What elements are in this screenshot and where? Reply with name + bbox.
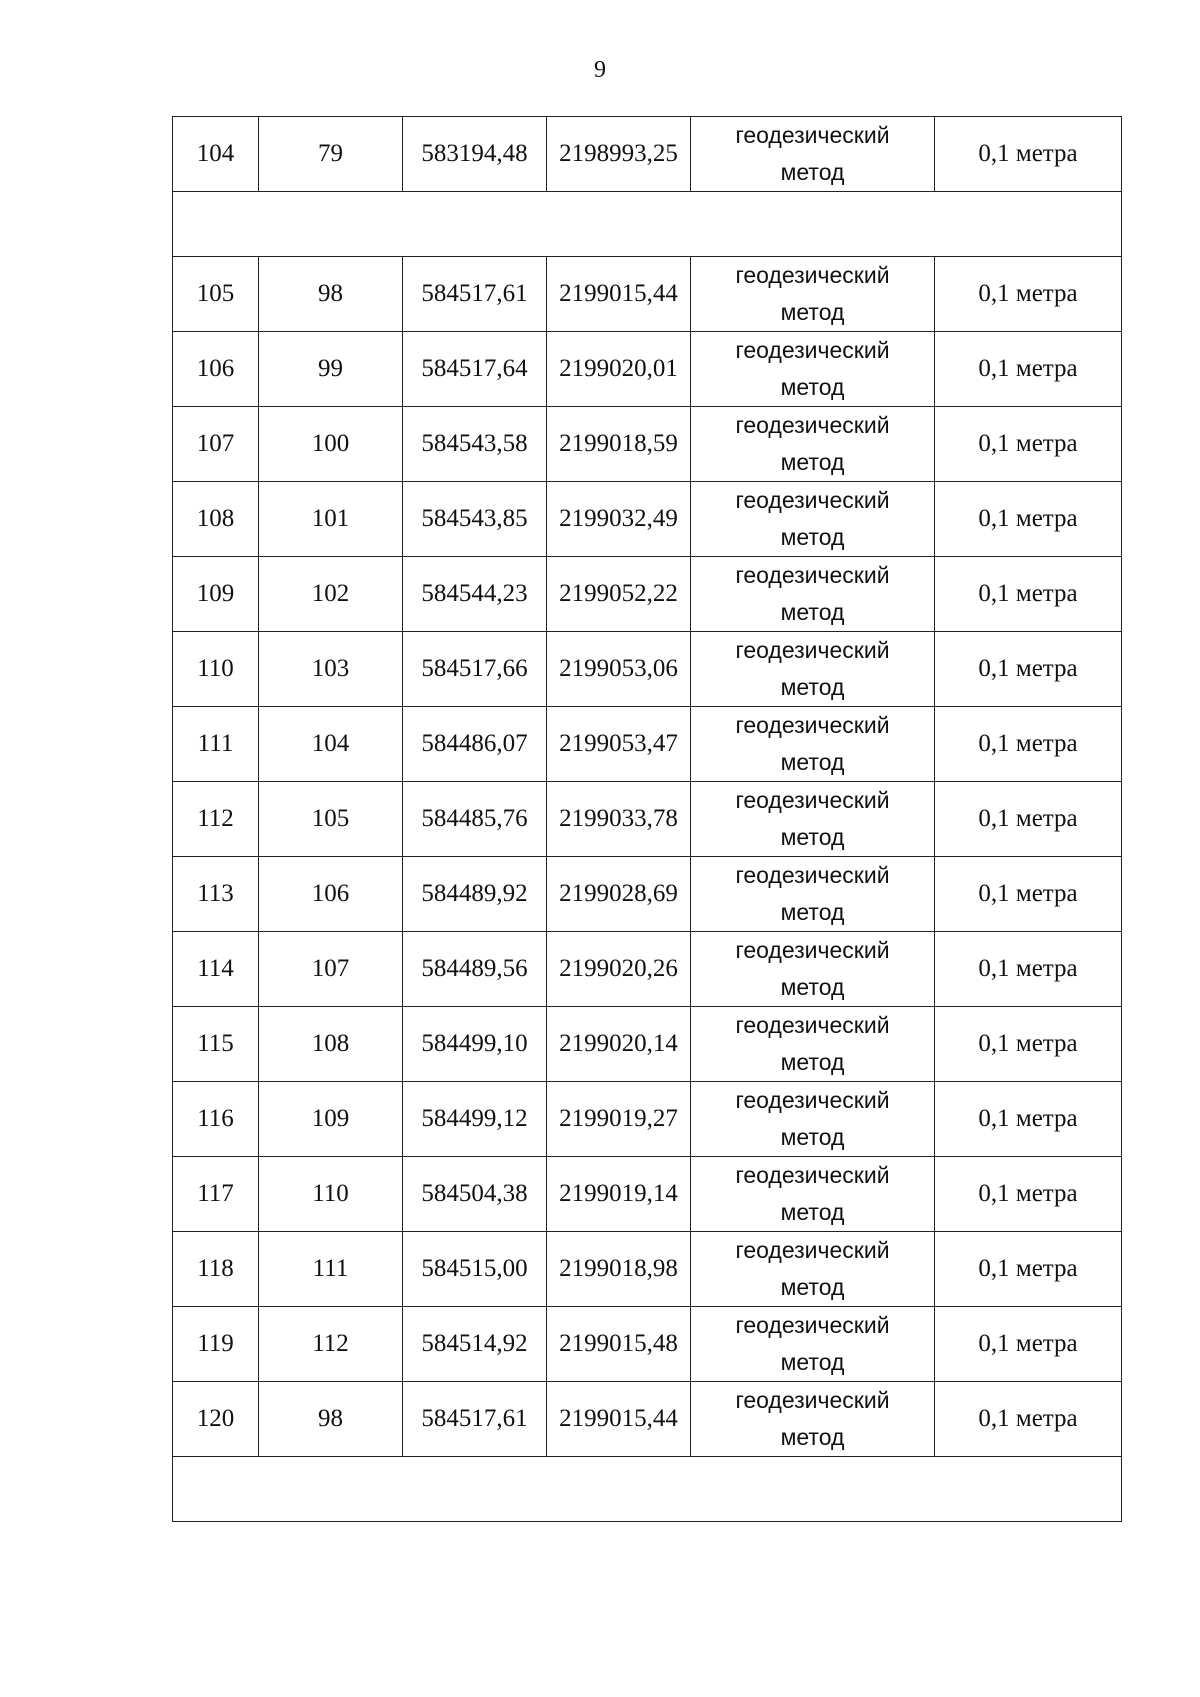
method-word: геодезический	[735, 562, 890, 588]
table-row	[173, 707, 1122, 782]
spacer-cell	[173, 192, 1122, 257]
point-id-cell: 101	[259, 482, 403, 557]
y-coordinate-cell: 2199018,98	[547, 1232, 691, 1307]
method-word: геодезический	[735, 1237, 890, 1263]
method-word: метод	[780, 1199, 845, 1225]
table-row	[173, 1382, 1122, 1457]
point-number-cell: 120	[173, 1382, 259, 1457]
point-id-cell: 100	[259, 407, 403, 482]
method-word: геодезический	[735, 862, 890, 888]
x-coordinate-cell: 584517,66	[403, 632, 547, 707]
x-coordinate-cell: 584517,61	[403, 1382, 547, 1457]
point-id-cell: 99	[259, 332, 403, 407]
page-number: 9	[594, 57, 606, 83]
y-coordinate-cell: 2199032,49	[547, 482, 691, 557]
table-row	[173, 1307, 1122, 1382]
method-word: геодезический	[735, 487, 890, 513]
table-row	[173, 332, 1122, 407]
method-cell	[691, 1007, 935, 1082]
point-number-cell: 107	[173, 407, 259, 482]
method-cell	[691, 1307, 935, 1382]
point-id-cell: 98	[259, 257, 403, 332]
table-row	[173, 1232, 1122, 1307]
method-word: метод	[780, 1274, 845, 1300]
accuracy-cell: 0,1 метра	[935, 932, 1122, 1007]
point-number-cell: 106	[173, 332, 259, 407]
table-spacer-row	[173, 1457, 1122, 1522]
table-row	[173, 932, 1122, 1007]
table-body	[173, 117, 1122, 1522]
point-number-cell: 115	[173, 1007, 259, 1082]
accuracy-cell: 0,1 метра	[935, 407, 1122, 482]
method-cell	[691, 1157, 935, 1232]
table-row	[173, 857, 1122, 932]
point-number-cell: 114	[173, 932, 259, 1007]
method-cell	[691, 1082, 935, 1157]
y-coordinate-cell: 2199020,26	[547, 932, 691, 1007]
table-row	[173, 407, 1122, 482]
y-coordinate-cell: 2199018,59	[547, 407, 691, 482]
point-number-cell: 112	[173, 782, 259, 857]
table-spacer-row	[173, 192, 1122, 257]
x-coordinate-cell: 584543,58	[403, 407, 547, 482]
point-id-cell: 98	[259, 1382, 403, 1457]
method-cell	[691, 632, 935, 707]
accuracy-cell: 0,1 метра	[935, 1382, 1122, 1457]
table-row	[173, 1007, 1122, 1082]
y-coordinate-cell: 2199015,44	[547, 1382, 691, 1457]
method-word: метод	[780, 524, 845, 550]
x-coordinate-cell: 584517,61	[403, 257, 547, 332]
table-row	[173, 482, 1122, 557]
method-word: метод	[780, 1124, 845, 1150]
y-coordinate-cell: 2199053,47	[547, 707, 691, 782]
accuracy-cell: 0,1 метра	[935, 707, 1122, 782]
y-coordinate-cell: 2199015,48	[547, 1307, 691, 1382]
y-coordinate-cell: 2199053,06	[547, 632, 691, 707]
x-coordinate-cell: 584499,12	[403, 1082, 547, 1157]
method-word: метод	[780, 1349, 845, 1375]
accuracy-cell: 0,1 метра	[935, 1307, 1122, 1382]
method-word: геодезический	[735, 1162, 890, 1188]
method-word: метод	[780, 899, 845, 925]
method-word: метод	[780, 599, 845, 625]
table-row	[173, 1082, 1122, 1157]
method-word: метод	[780, 824, 845, 850]
y-coordinate-cell: 2199019,27	[547, 1082, 691, 1157]
accuracy-cell: 0,1 метра	[935, 1157, 1122, 1232]
accuracy-cell: 0,1 метра	[935, 257, 1122, 332]
point-id-cell: 105	[259, 782, 403, 857]
accuracy-cell: 0,1 метра	[935, 482, 1122, 557]
x-coordinate-cell: 584485,76	[403, 782, 547, 857]
point-number-cell: 111	[173, 707, 259, 782]
method-word: геодезический	[735, 1312, 890, 1338]
method-cell	[691, 1382, 935, 1457]
method-cell	[691, 117, 935, 192]
point-id-cell: 110	[259, 1157, 403, 1232]
x-coordinate-cell: 584515,00	[403, 1232, 547, 1307]
method-cell	[691, 332, 935, 407]
method-cell	[691, 407, 935, 482]
table-row	[173, 1157, 1122, 1232]
method-cell	[691, 482, 935, 557]
point-number-cell: 110	[173, 632, 259, 707]
point-id-cell: 108	[259, 1007, 403, 1082]
method-word: геодезический	[735, 1012, 890, 1038]
method-word: геодезический	[735, 262, 890, 288]
method-word: геодезический	[735, 937, 890, 963]
method-word: геодезический	[735, 122, 890, 148]
method-word: метод	[780, 299, 845, 325]
point-id-cell: 111	[259, 1232, 403, 1307]
point-id-cell: 107	[259, 932, 403, 1007]
y-coordinate-cell: 2199020,01	[547, 332, 691, 407]
method-cell	[691, 257, 935, 332]
x-coordinate-cell: 584504,38	[403, 1157, 547, 1232]
x-coordinate-cell: 584517,64	[403, 332, 547, 407]
method-word: геодезический	[735, 1087, 890, 1113]
accuracy-cell: 0,1 метра	[935, 557, 1122, 632]
x-coordinate-cell: 584543,85	[403, 482, 547, 557]
method-cell	[691, 782, 935, 857]
y-coordinate-cell: 2198993,25	[547, 117, 691, 192]
point-number-cell: 119	[173, 1307, 259, 1382]
point-number-cell: 116	[173, 1082, 259, 1157]
method-cell	[691, 857, 935, 932]
x-coordinate-cell: 584544,23	[403, 557, 547, 632]
x-coordinate-cell: 583194,48	[403, 117, 547, 192]
y-coordinate-cell: 2199033,78	[547, 782, 691, 857]
point-number-cell: 113	[173, 857, 259, 932]
point-number-cell: 109	[173, 557, 259, 632]
table-row	[173, 782, 1122, 857]
method-word: геодезический	[735, 712, 890, 738]
method-word: геодезический	[735, 1387, 890, 1413]
accuracy-cell: 0,1 метра	[935, 1082, 1122, 1157]
point-number-cell: 104	[173, 117, 259, 192]
point-id-cell: 79	[259, 117, 403, 192]
point-id-cell: 102	[259, 557, 403, 632]
method-cell	[691, 1232, 935, 1307]
point-id-cell: 106	[259, 857, 403, 932]
method-word: метод	[780, 1424, 845, 1450]
table-row	[173, 557, 1122, 632]
table-row	[173, 632, 1122, 707]
table-row	[173, 117, 1122, 192]
coordinates-table	[172, 116, 1122, 1522]
y-coordinate-cell: 2199019,14	[547, 1157, 691, 1232]
y-coordinate-cell: 2199028,69	[547, 857, 691, 932]
accuracy-cell: 0,1 метра	[935, 782, 1122, 857]
y-coordinate-cell: 2199020,14	[547, 1007, 691, 1082]
x-coordinate-cell: 584489,56	[403, 932, 547, 1007]
point-id-cell: 104	[259, 707, 403, 782]
x-coordinate-cell: 584486,07	[403, 707, 547, 782]
point-number-cell: 108	[173, 482, 259, 557]
method-word: метод	[780, 974, 845, 1000]
accuracy-cell: 0,1 метра	[935, 632, 1122, 707]
y-coordinate-cell: 2199015,44	[547, 257, 691, 332]
method-cell	[691, 707, 935, 782]
method-word: геодезический	[735, 787, 890, 813]
spacer-cell	[173, 1457, 1122, 1522]
point-number-cell: 105	[173, 257, 259, 332]
x-coordinate-cell: 584499,10	[403, 1007, 547, 1082]
method-word: метод	[780, 674, 845, 700]
method-cell	[691, 932, 935, 1007]
accuracy-cell: 0,1 метра	[935, 857, 1122, 932]
point-number-cell: 117	[173, 1157, 259, 1232]
point-id-cell: 109	[259, 1082, 403, 1157]
method-cell	[691, 557, 935, 632]
accuracy-cell: 0,1 метра	[935, 1007, 1122, 1082]
point-id-cell: 112	[259, 1307, 403, 1382]
accuracy-cell: 0,1 метра	[935, 332, 1122, 407]
method-word: геодезический	[735, 412, 890, 438]
x-coordinate-cell: 584514,92	[403, 1307, 547, 1382]
x-coordinate-cell: 584489,92	[403, 857, 547, 932]
method-word: метод	[780, 159, 845, 185]
point-id-cell: 103	[259, 632, 403, 707]
method-word: геодезический	[735, 637, 890, 663]
point-number-cell: 118	[173, 1232, 259, 1307]
method-word: геодезический	[735, 337, 890, 363]
accuracy-cell: 0,1 метра	[935, 1232, 1122, 1307]
table-row	[173, 257, 1122, 332]
y-coordinate-cell: 2199052,22	[547, 557, 691, 632]
method-word: метод	[780, 374, 845, 400]
method-word: метод	[780, 1049, 845, 1075]
method-word: метод	[780, 449, 845, 475]
method-word: метод	[780, 749, 845, 775]
accuracy-cell: 0,1 метра	[935, 117, 1122, 192]
